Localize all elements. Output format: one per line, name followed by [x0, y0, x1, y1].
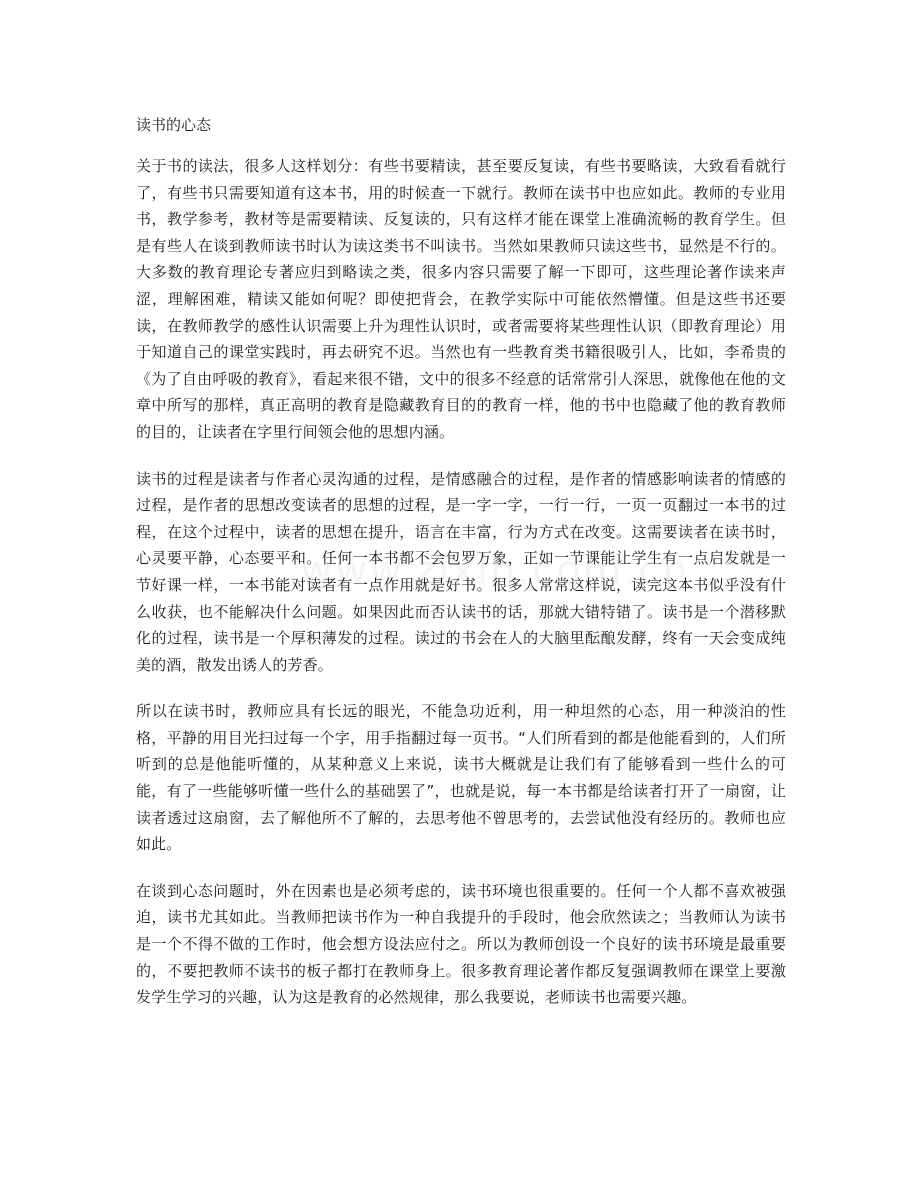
paragraph-reading-process: 读书的过程是读者与作者心灵沟通的过程，是情感融合的过程，是作者的情感影响读者的情感的过程，是作者的思想改变读者的思想的过程，是一字一字，一行一行，一页一页翻过一本书的过程，在这个过程中，读者的思想在提升，语言在丰富，行为方式在改变。这需要读者在读书时，心灵要平静，心态要平和。任何一本书都不会包罗万象，正如一节课能让学生有一点启发就是一节好课一样，一本书能对读者有一点作用就是好书。很多人常常这样说，读完这本书似乎没有什么收获，也不能解决什么问题。如果因此而否认读书的话，那就大错特错了。读书是一个潜移默化的过程，读书是一个厚积薄发的过程。读过的书会在人的大脑里酝酿发酵，终有一天会变成纯美的酒，散发出诱人的芳香。 [136, 469, 786, 674]
paragraph-reading-methods: 关于书的读法，很多人这样划分：有些书要精读，甚至要反复读，有些书要略读，大致看看就行了，有些书只需要知道有这本书，用的时候查一下就行。教师在读书中也应如此。教师的专业用书，教学参考，教材等是需要精读、反复读的，只有这样才能在课堂上准确流畅的教育学生。但是有些人在谈到教师读书时认为读这类书不叫读书。当然如果教师只读这些书，显然是不行的。大多数的教育理论专著应归到略读之类，很多内容只需要了解一下即可，这些理论著作读来声涩，理解困难，精读又能如何呢？即使把背会，在教学实际中可能依然懵懂。但是这些书还要读，在教师教学的感性认识需要上升为理性认识时，或者需要将某些理性认识（即教育理论）用于知道自己的课堂实践时，再去研究不迟。当然也有一些教育类书籍很吸引人，比如，李希贵的《为了自由呼吸的教育》，看起来很不错，文中的很多不经意的话常常引人深思，就像他在他的文章中所写的那样，真正高明的教育是隐藏教育目的的教育一样，他的书中也隐藏了他的教育教师的目的，让读者在字里行间领会他的思想内涵。 [136, 157, 786, 441]
document-title: 读书的心态 [136, 116, 212, 134]
paragraph-long-term-view: 所以在读书时，教师应具有长远的眼光，不能急功近利，用一种坦然的心态，用一种淡泊的性格，平静的用目光扫过每一个字，用手指翻过每一页书。“人们所看到的都是他能看到的，人们所听到的总是他能听懂的，从某种意义上来说，读书大概就是让我们有了能够看到一些什么的可能，有了一些能够听懂一些什么的基础罢了”，也就是说，每一本书都是给读者打开了一扇窗，让读者透过这扇窗，去了解他所不了解的，去思考他不曾思考的，去尝试他没有经历的。教师也应如此。 [136, 702, 786, 854]
paragraph-reading-environment: 在谈到心态问题时，外在因素也是必须考虑的，读书环境也很重要的。任何一个人都不喜欢被强迫，读书尤其如此。当教师把读书作为一种自我提升的手段时，他会欣然读之；当教师认为读书是一个不得不做的工作时，他会想方设法应付之。所以为教师创设一个良好的读书环境是最重要的，不要把教师不读书的板子都打在教师身上。很多教育理论著作都反复强调教师在课堂上要激发学生学习的兴趣，认为这是教育的必然规律，那么我要说，老师读书也需要兴趣。 [136, 881, 786, 1007]
document-page [136, 113, 786, 1031]
